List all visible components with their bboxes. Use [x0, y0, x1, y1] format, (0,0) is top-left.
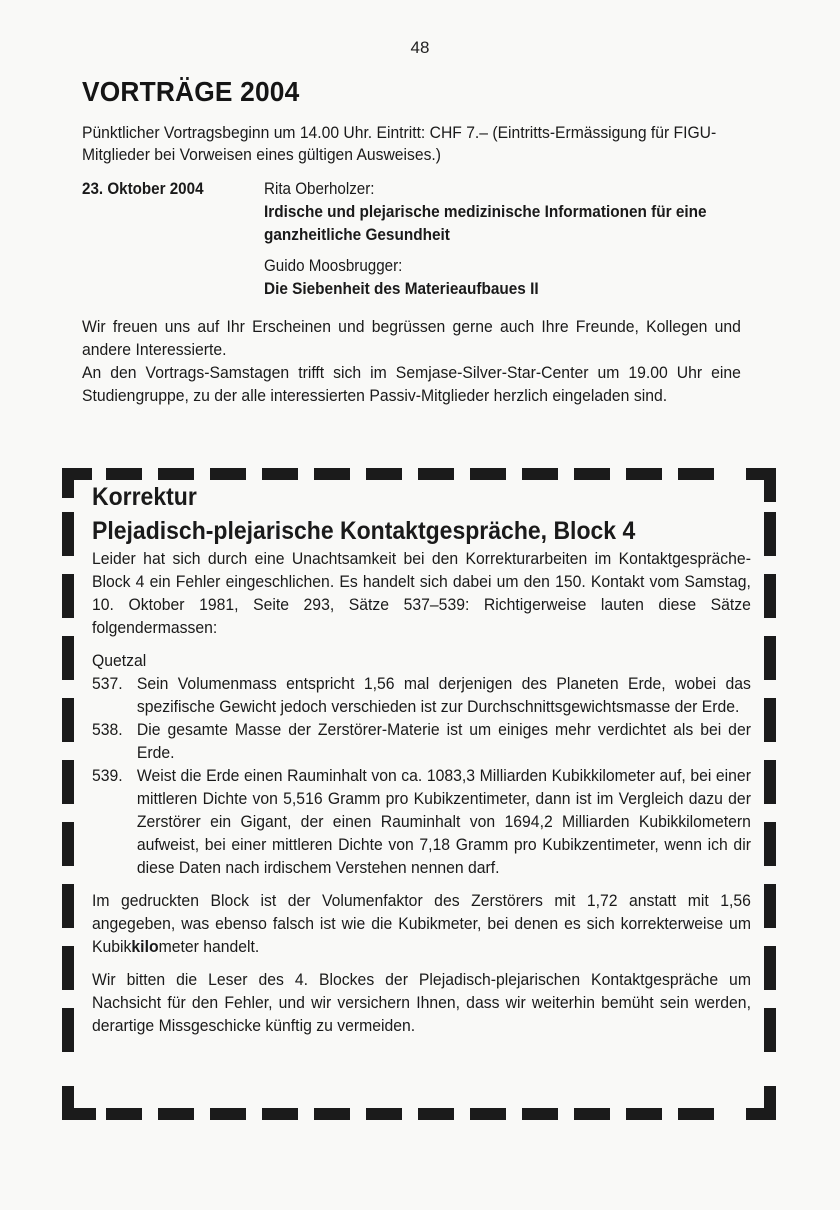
frame-dash [522, 1108, 558, 1120]
speaker-name: Guido Moosbrugger: [264, 257, 403, 275]
correction-notice [92, 480, 750, 1038]
lectures-heading: VORTRÄGE 2004 [82, 76, 300, 107]
speaker-item [264, 178, 774, 247]
frame-dash [62, 760, 74, 804]
frame-dash [574, 468, 610, 480]
frame-dash [764, 946, 776, 990]
quote-speaker: Quetzal [92, 652, 147, 670]
frame-dash [764, 884, 776, 928]
frame-dash [62, 884, 74, 928]
frame-dash [470, 1108, 506, 1120]
frame-dash [678, 468, 714, 480]
frame-dash [210, 468, 246, 480]
frame-dash [62, 698, 74, 742]
lectures-intro [82, 122, 738, 166]
frame-dash [764, 636, 776, 680]
frame-dash [62, 1008, 74, 1052]
note-emphasis: kilo [131, 938, 159, 956]
frame-dash [262, 468, 298, 480]
frame-dash [522, 468, 558, 480]
event-date: 23. Oktober 2004 [82, 180, 204, 198]
frame-dash [764, 822, 776, 866]
frame-dash [626, 468, 662, 480]
talk-title: Die Siebenheit des Materieaufbaues II [264, 280, 539, 298]
frame-dash [764, 1008, 776, 1052]
frame-dash [158, 1108, 194, 1120]
frame-dash [418, 1108, 454, 1120]
frame-dash [764, 1086, 776, 1120]
talk-title: Irdische und plejarische medizinische Informationen für eine ganzheitliche Gesundheit [264, 203, 707, 244]
note-text: Im gedruckten Block ist der Volumenfaktor des Zerstörers mit 1,72 anstatt mit 1,56 angegeben, was ebenso falsch ist wie die Kubikmeter, bei denen es sich korrekterweise um Kubik [92, 892, 751, 956]
frame-dash [366, 1108, 402, 1120]
note-text-end: meter handelt. [158, 938, 260, 956]
frame-dash [62, 574, 74, 618]
frame-dash [764, 698, 776, 742]
sentence-text: Sein Volumenmass entspricht 1,56 mal derjenigen des Planeten Erde, wobei das spezifische Gewicht jedoch verschieden ist zur Durchschnittsgewichtsmasse der Erde. [136, 675, 751, 716]
frame-dash [106, 468, 142, 480]
closing-paragraph: Wir freuen uns auf Ihr Erscheinen und begrüssen gerne auch Ihre Freunde, Kollegen und andere Interessierte. [82, 318, 741, 359]
frame-dash [764, 512, 776, 556]
closing-text [82, 316, 741, 408]
page-number: 48 [410, 38, 430, 57]
frame-dash [314, 1108, 350, 1120]
frame-dash [62, 468, 74, 498]
frame-dash [62, 1086, 74, 1120]
sentence-number: 538. [92, 721, 123, 739]
correction-note [92, 890, 751, 959]
frame-dash [366, 468, 402, 480]
frame-dash [678, 1108, 714, 1120]
frame-dash [764, 574, 776, 618]
sentence-item [92, 719, 751, 765]
frame-dash [62, 512, 74, 556]
frame-dash [62, 946, 74, 990]
frame-dash [62, 636, 74, 680]
frame-dash [418, 468, 454, 480]
frame-dash [626, 1108, 662, 1120]
frame-dash [106, 1108, 142, 1120]
frame-dash [470, 468, 506, 480]
frame-dash [158, 468, 194, 480]
correction-title: Korrektur [92, 483, 197, 511]
sentence-item [92, 673, 751, 719]
speaker-name: Rita Oberholzer: [264, 180, 375, 198]
frame-dash [764, 760, 776, 804]
sentence-item [92, 765, 751, 880]
sentence-text: Weist die Erde einen Rauminhalt von ca. 1083,3 Milliarden Kubikkilometer auf, bei einer mittleren Dichte von 5,516 Gramm pro Kubikzentimeter, dann ist im Vergleich dazu der Zerstörer ein Gigant, der einen Rauminhalt von 1694,2 Milliarden Kubikkilometern aufweist, bei einer mittleren Dichte von 7,18 Gramm pro Kubikzentimeter, wenn ich dir diese Daten nach irdischem Verstehen nennen darf. [136, 767, 751, 877]
speaker-item [264, 255, 774, 301]
correction-intro: Leider hat sich durch eine Unachtsamkeit bei den Korrekturarbeiten im Kontaktgespräche-Block 4 ein Fehler eingeschlichen. Es handelt sich dabei um den 150. Kontakt vom Samstag, 10. Oktober 1981, Seite 293, Sätze 537–539: Richtigerweise lauten diese Sätze folgendermassen: [92, 550, 751, 637]
frame-dash [210, 1108, 246, 1120]
apology-text: Wir bitten die Leser des 4. Blockes der Plejadisch-plejarischen Kontaktgespräche um Nachsicht für den Fehler, und wir versichern Ihnen, dass wir weiterhin bemüht sein werden, derartige Missgeschicke künftig zu vermeiden. [92, 971, 751, 1035]
speaker-list [264, 178, 774, 309]
sentence-text: Die gesamte Masse der Zerstörer-Materie ist um einiges mehr verdichtet als bei der Erde. [136, 721, 751, 762]
intro-text: Pünktlicher Vortragsbeginn um 14.00 Uhr. Eintritt: CHF 7.– (Eintritts-Ermässigung für FIGU-Mitglieder bei Vorweisen eines gültigen Ausweises.) [82, 124, 717, 164]
frame-dash [62, 822, 74, 866]
frame-dash [314, 468, 350, 480]
sentence-number: 537. [92, 675, 123, 693]
closing-paragraph: An den Vortrags-Samstagen trifft sich im Semjase-Silver-Star-Center um 19.00 Uhr eine Studiengruppe, zu der alle interessierten Passiv-Mitglieder herzlich eingeladen sind. [82, 364, 741, 405]
frame-dash [262, 1108, 298, 1120]
frame-dash [764, 468, 776, 502]
correction-subtitle: Plejadisch-plejarische Kontaktgespräche, Block 4 [92, 517, 636, 545]
sentence-number: 539. [92, 767, 123, 785]
frame-dash [574, 1108, 610, 1120]
